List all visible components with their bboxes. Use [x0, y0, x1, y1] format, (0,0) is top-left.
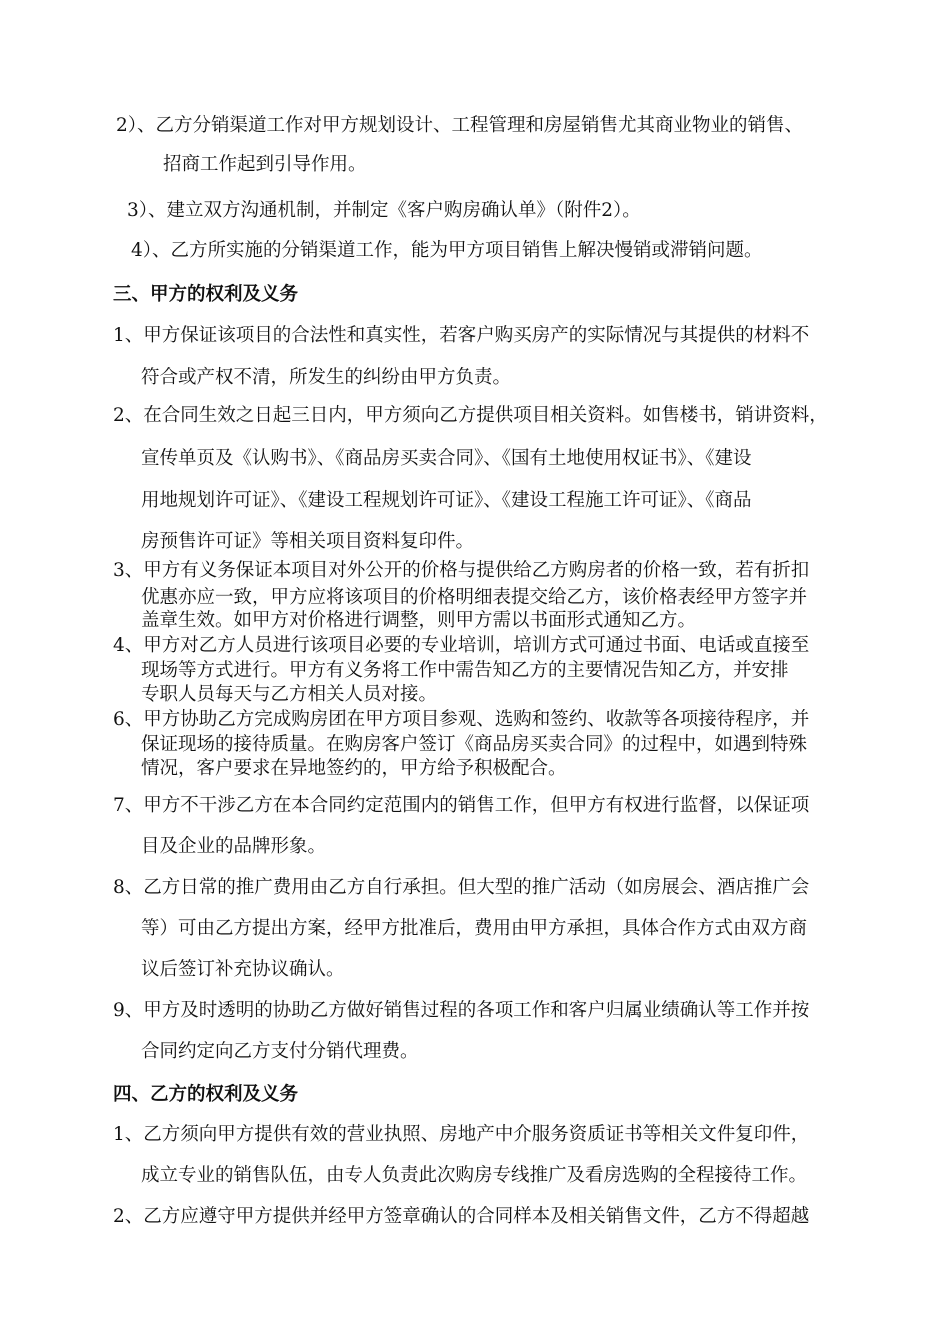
text-line: 用地规划许可证》、《建设工程规划许可证》、《建设工程施工许可证》、《商品: [141, 490, 752, 511]
text-line: 保证现场的接待质量。在购房客户签订《商品房买卖合同》的过程中，如遇到特殊: [141, 734, 808, 755]
text-line: 8、乙方日常的推广费用由乙方自行承担。但大型的推广活动（如房展会、酒店推广会: [113, 877, 810, 898]
text-line: 6、甲方协助乙方完成购房团在甲方项目参观、选购和签约、收款等各项接待程序，并: [113, 709, 810, 730]
text-line: 议后签订补充协议确认。: [141, 959, 345, 980]
section-heading: 三、甲方的权利及义务: [113, 284, 299, 305]
text-line: 1、乙方须向甲方提供有效的营业执照、房地产中介服务资质证书等相关文件复印件，: [113, 1124, 810, 1145]
text-line: 3、甲方有义务保证本项目对外公开的价格与提供给乙方购房者的价格一致，若有折扣: [113, 560, 810, 581]
section-heading: 四、乙方的权利及义务: [113, 1084, 299, 1105]
text-line: 成立专业的销售队伍，由专人负责此次购房专线推广及看房选购的全程接待工作。: [141, 1165, 808, 1186]
text-line: 4）、乙方所实施的分销渠道工作，能为甲方项目销售上解决慢销或滞销问题。: [131, 240, 763, 261]
text-line: 情况，客户要求在异地签约的，甲方给予积极配合。: [141, 758, 567, 779]
text-line: 盖章生效。如甲方对价格进行调整，则甲方需以书面形式通知乙方。: [141, 610, 697, 631]
text-line: 专职人员每天与乙方相关人员对接。: [141, 684, 438, 705]
text-line: 2、乙方应遵守甲方提供并经甲方签章确认的合同样本及相关销售文件，乙方不得超越: [113, 1206, 810, 1227]
text-line: 3）、建立双方沟通机制，并制定《客户购房确认单》（附件2）。: [127, 200, 641, 221]
text-line: 7、甲方不干涉乙方在本合同约定范围内的销售工作，但甲方有权进行监督，以保证项: [113, 795, 810, 816]
text-line: 4、甲方对乙方人员进行该项目必要的专业培训，培训方式可通过书面、电话或直接至: [113, 635, 810, 656]
text-line: 房预售许可证》等相关项目资料复印件。: [141, 531, 475, 552]
text-line: 招商工作起到引导作用。: [163, 154, 367, 175]
text-line: 9、甲方及时透明的协助乙方做好销售过程的各项工作和客户归属业绩确认等工作并按: [113, 1000, 810, 1021]
text-line: 宣传单页及《认购书》、《商品房买卖合同》、《国有土地使用权证书》、《建设: [141, 448, 752, 469]
text-line: 符合或产权不清，所发生的纠纷由甲方负责。: [141, 367, 512, 388]
text-line: 2）、乙方分销渠道工作对甲方规划设计、工程管理和房屋销售尤其商业物业的销售、: [116, 115, 804, 136]
text-line: 2、在合同生效之日起三日内，甲方须向乙方提供项目相关资料。如售楼书，销讲资料，: [113, 405, 828, 426]
text-line: 优惠亦应一致，甲方应将该项目的价格明细表提交给乙方，该价格表经甲方签字并: [141, 587, 808, 608]
text-line: 1、甲方保证该项目的合法性和真实性，若客户购买房产的实际情况与其提供的材料不: [113, 325, 810, 346]
text-line: 等）可由乙方提出方案，经甲方批准后，费用由甲方承担，具体合作方式由双方商: [141, 918, 808, 939]
text-line: 现场等方式进行。甲方有义务将工作中需告知乙方的主要情况告知乙方，并安排: [141, 660, 789, 681]
text-line: 合同约定向乙方支付分销代理费。: [141, 1041, 419, 1062]
text-line: 目及企业的品牌形象。: [141, 836, 327, 857]
